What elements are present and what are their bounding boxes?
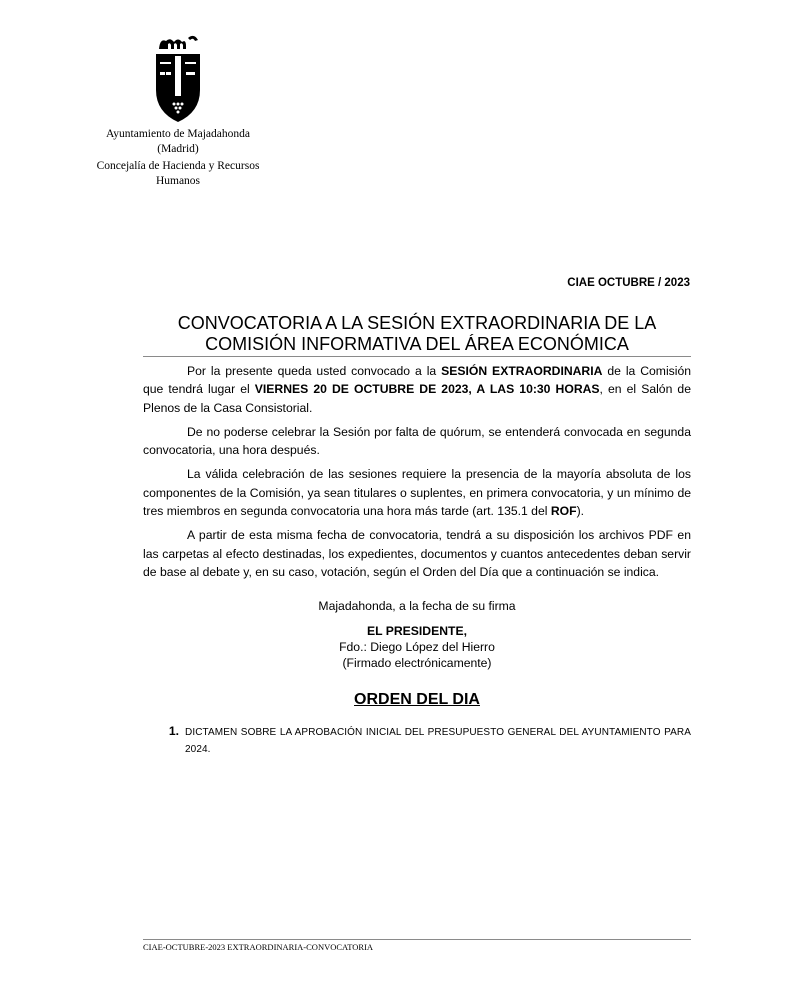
agenda-title: ORDEN DEL DIA xyxy=(354,691,480,708)
document-title xyxy=(143,313,691,357)
footer-reference: CIAE-OCTUBRE-2023 EXTRAORDINARIA-CONVOCATORIA xyxy=(143,942,374,952)
paragraph-convocation: Por la presente queda usted convocado a la SESIÓN EXTRAORDINARIA de la Comisión que tendrá lugar el VIERNES 20 DE OCTUBRE DE 2023, A LAS 10:30 HORAS, en el Salón de Plenos de la Casa Consistorial. xyxy=(143,364,692,415)
document-body xyxy=(143,362,691,587)
signature-block xyxy=(143,623,691,671)
coat-of-arms-logo xyxy=(150,32,206,124)
title-line-2: COMISIÓN INFORMATIVA DEL ÁREA ECONÓMICA xyxy=(205,334,629,354)
paragraph-quorum: De no poderse celebrar la Sesión por falta de quórum, se entenderá convocada en segunda convocatoria, una hora después. xyxy=(143,424,691,458)
signature-note: (Firmado electrónicamente) xyxy=(342,656,492,670)
logo-monogram xyxy=(159,36,198,49)
footer-divider xyxy=(143,939,691,940)
organization-header xyxy=(88,127,268,189)
signer-role: EL PRESIDENTE, xyxy=(366,624,467,638)
document-reference: CIAE OCTUBRE / 2023 xyxy=(567,277,690,289)
signer-name: Fdo.: Diego López del Hierro xyxy=(339,640,495,654)
agenda-item-number: 1. xyxy=(168,724,179,738)
org-region: (Madrid) xyxy=(157,143,199,155)
signature-place: Majadahonda, a la fecha de su firma xyxy=(318,599,516,613)
agenda-item-text: DICTAMEN SOBRE LA APROBACIÓN INICIAL DEL PRESUPUESTO GENERAL DEL AYUNTAMIENTO PARA 2024. xyxy=(185,727,691,755)
agenda-list xyxy=(143,724,691,758)
paragraph-validity: La válida celebración de las sesiones requiere la presencia de la mayoría absoluta de los componentes de la Comisión, ya sean titulares o suplentes, en primera convocatoria, y un mínimo de tres miembros en segunda convocatoria una hora más tarde (art. 135.1 del ROF). xyxy=(143,467,691,519)
department-name-cont: Humanos xyxy=(155,175,201,187)
title-line-1: CONVOCATORIA A LA SESIÓN EXTRAORDINARIA DE LA xyxy=(177,313,657,333)
agenda-item xyxy=(143,724,691,758)
org-name: Ayuntamiento de Majadahonda xyxy=(106,128,250,140)
paragraph-documents: A partir de esta misma fecha de convocatoria, tendrá a su disposición los archivos PDF en las carpetas al efecto destinadas, los expedientes, documentos y cuantos antecedentes deban servir de base al debate y, en su caso, votación, según el Orden del Día que a continuación se indica. xyxy=(143,528,691,579)
department-name: Concejalía de Hacienda y Recursos xyxy=(96,160,260,172)
